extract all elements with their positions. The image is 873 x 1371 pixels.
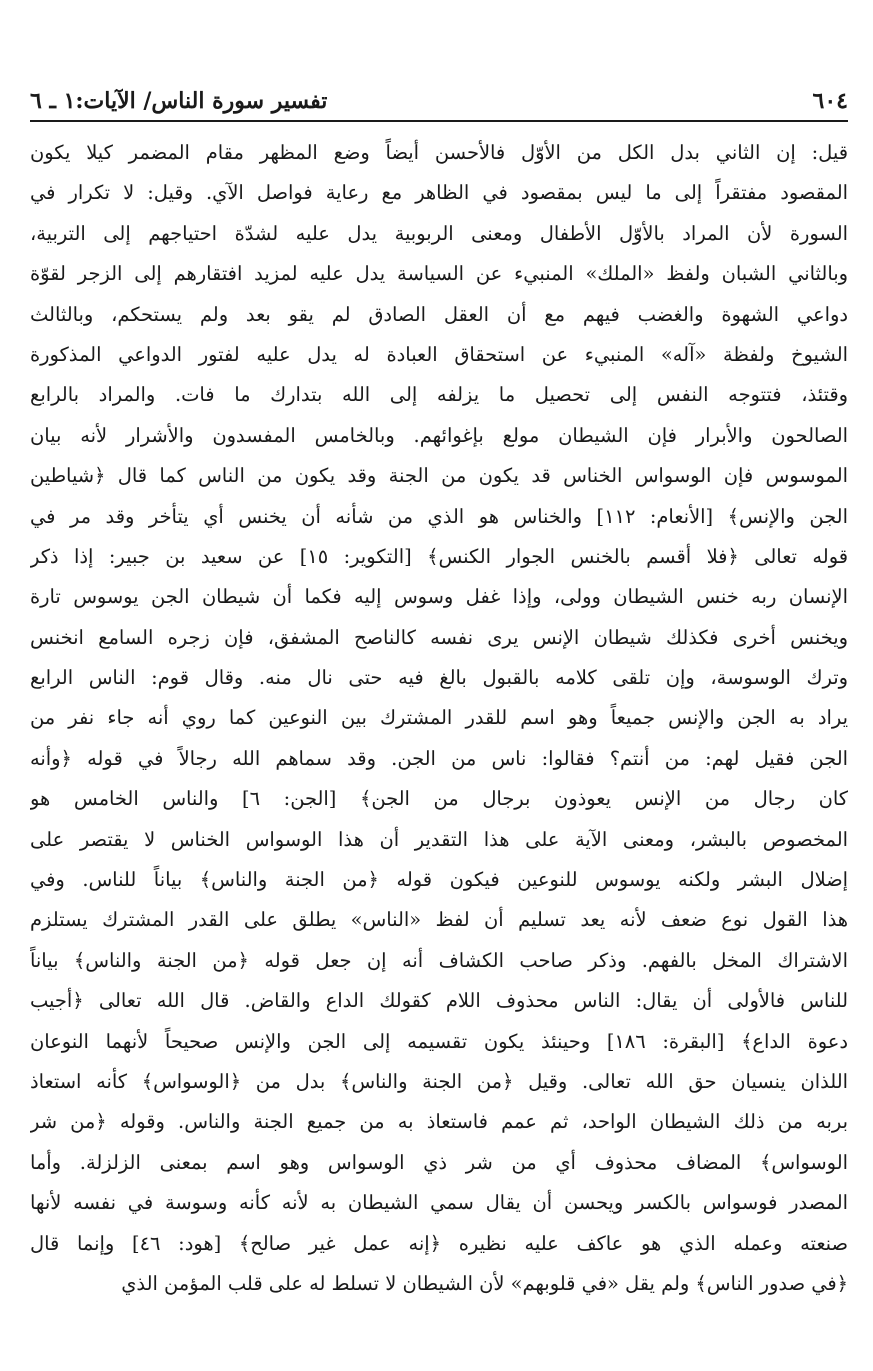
text-line: الموسوس فإن الوسواس الخناس قد يكون من الجنة وقد يكون من الناس كما قال ﴿شياطين [30, 464, 848, 488]
text-line: الشيوخ ولفظة «آله» المنبيء عن استحقاق العبادة له يدل عليه لفتور الدواعي المذكورة [30, 342, 848, 366]
text-line: دواعي الشهوة والغضب فيهم مع أن العقل الصادق لم يقو بعد ولم يستحكم، وبالثالث [30, 302, 848, 326]
text-line: يراد به الجن والإنس جميعاً وهو اسم للقدر المشترك بين النوعين كما روي أنه جاء نفر من [30, 706, 848, 730]
text-line: وقتئذ، فتتوجه النفس إلى تحصيل ما يزلفه إلى الله بتدارك ما فات. والمراد بالرابع [30, 383, 848, 407]
running-title: تفسير سورة الناس/ الآيات:١ ـ ٦ [30, 88, 328, 114]
text-line: إضلال البشر ولكنه يوسوس للنوعين فيكون قوله ﴿من الجنة والناس﴾ بياناً للناس. وفي [30, 868, 848, 892]
text-line: الجن فقيل لهم: من أنتم؟ فقالوا: ناس من الجن. وقد سماهم الله رجالاً في قوله ﴿وأنه [30, 746, 848, 770]
text-line: دعوة الداع﴾ [البقرة: ١٨٦] وحينئذ يكون تقسيمه إلى الجن والإنس صحيحاً لأنهما النوعان [30, 1029, 848, 1053]
text-line: وبالثاني الشبان ولفظ «الملك» المنبيء عن السياسة يدل عليه لمزيد افتقارهم إلى الزجر لقوّة [30, 262, 848, 286]
text-line: بربه من ذلك الشيطان الواحد، ثم عمم فاستعاذ به من جميع الجنة والناس. وقوله ﴿من شر [30, 1110, 848, 1134]
text-line: كان رجال من الإنس يعوذون برجال من الجن﴾ [الجن: ٦] والناس الخامس هو [30, 787, 848, 811]
text-line: هذا القول نوع ضعف لأنه يعد تسليم أن لفظ «الناس» يطلق على القدر المشترك يستلزم [30, 908, 848, 932]
text-line: الاشتراك المخل بالفهم. وذكر صاحب الكشاف أنه إن جعل قوله ﴿من الجنة والناس﴾ بياناً [30, 948, 848, 972]
text-line: للناس فالأولى أن يقال: الناس محذوف اللام كقولك الداع والقاض. قال الله تعالى ﴿أجيب [30, 989, 848, 1013]
page-number: ٦٠٤ [812, 88, 848, 114]
text-line: الإنسان ربه خنس الشيطان وولى، وإذا غفل وسوس إليه فكما أن شيطان الجن يوسوس تارة [30, 585, 848, 609]
text-line: ﴿في صدور الناس﴾ ولم يقل «في قلوبهم» لأن الشيطان لا تسلط له على قلب المؤمن الذي [121, 1271, 848, 1295]
text-line: الصالحون والأبرار فإن الشيطان مولع بإغوائهم. وبالخامس المفسدون والأشرار لأنه بيان [30, 423, 848, 447]
text-line: المقصود مفتقراً إلى ما ليس بمقصود في الظاهر مع رعاية فواصل الآي. وقيل: لا تكرار في [30, 181, 848, 205]
book-page [30, 80, 848, 1320]
page-header [30, 80, 848, 122]
text-line: قيل: إن الثاني بدل الكل من الأوّل فالأحسن أيضاً وضع المظهر مقام المضمر كيلا يكون [30, 141, 848, 164]
text-line: اللذان ينسيان حق الله تعالى. وقيل ﴿من الجنة والناس﴾ بدل من ﴿الوسواس﴾ كأنه استعاذ [30, 1069, 848, 1093]
text-line: المصدر فوسواس بالكسر ويحسن أن يقال سمي الشيطان به لأنه كأنه وسوسة في نفسه لأنها [30, 1191, 848, 1215]
text-line: ويخنس أخرى فكذلك شيطان الإنس يرى نفسه كالناصح المشفق، فإن زجره السامع انخنس [30, 625, 848, 649]
text-line: وترك الوسوسة، وإن تلقى كلامه بالقبول بالغ فيه حتى نال منه. وقال قوم: الناس الرابع [30, 666, 848, 690]
text-line: الوسواس﴾ المضاف محذوف أي من شر ذي الوسواس وهو اسم بمعنى الزلزلة. وأما [30, 1150, 848, 1174]
text-line: السورة لأن المراد بالأوّل الأطفال ومعنى الربوبية يدل عليه لشدّة احتياجهم إلى التربية، [30, 221, 848, 245]
body-text [30, 133, 848, 1304]
text-line: المخصوص بالبشر، ومعنى الآية على هذا التقدير أن هذا الوسواس الخناس لا يقتصر على [30, 827, 848, 851]
text-line: الجن والإنس﴾ [الأنعام: ١١٢] والخناس هو الذي من شأنه أن يخنس أي يتأخر وقد مر في [30, 504, 848, 528]
text-line: قوله تعالى ﴿فلا أقسم بالخنس الجوار الكنس﴾ [التكوير: ١٥] عن سعيد بن جبير: إذا ذكر [30, 544, 848, 568]
text-line: صنعته وعمله الذي هو عاكف عليه نظيره ﴿إنه عمل غير صالح﴾ [هود: ٤٦] وإنما قال [30, 1231, 848, 1255]
